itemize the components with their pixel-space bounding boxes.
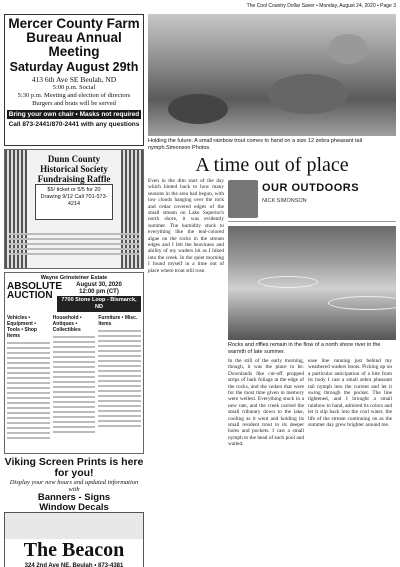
item-line <box>53 366 96 368</box>
farm-bureau-title-1: Mercer County Farm <box>8 16 140 31</box>
auction-word <box>7 281 62 312</box>
beacon-address: 324 2nd Ave NE, Beulah • 873-4381 <box>24 563 124 567</box>
auction-col-3 <box>98 315 141 442</box>
farm-bureau-bar: Bring your own chair • Masks not required <box>8 111 140 118</box>
item-line <box>7 352 50 354</box>
item-line <box>7 397 50 399</box>
farm-bureau-title-2: Bureau Annual Meeting <box>26 30 122 59</box>
auction-header-row <box>7 282 141 312</box>
trout-photo <box>148 14 396 136</box>
column-author: NICK SIMONSON <box>262 198 307 204</box>
item-line <box>53 386 96 388</box>
item-line <box>53 356 96 358</box>
item-line <box>53 426 96 428</box>
article-column <box>148 14 396 563</box>
item-line <box>7 362 50 364</box>
prize-line <box>9 238 139 240</box>
auction-word-2: AUCTION <box>7 290 53 301</box>
item-line <box>53 336 96 338</box>
item-line <box>53 346 96 348</box>
ads-column <box>4 14 144 567</box>
item-line <box>98 385 141 387</box>
item-line <box>98 355 141 357</box>
item-line <box>98 420 141 422</box>
farm-bureau-date: Saturday August 29th <box>9 60 139 74</box>
item-line <box>98 360 141 362</box>
item-line <box>7 347 50 349</box>
item-line <box>98 340 141 342</box>
article-col-3: ease line running just behind my weathered waders boots. Picking up on a particular anticipation of a bite from its body I cast a small zebra pheasant tail nymph into the current and let it swing through the pocket. The line tightened, and I brought a small rainbow to hand, admired its colors and let it slip back into the cool water, the life of the stream continuing on as the summer day grew brighter around me. <box>308 358 392 429</box>
item-line <box>53 416 96 418</box>
item-line <box>7 387 50 389</box>
historical-society-title: Dunn County Historical Society Fundraising Raffle <box>37 154 111 184</box>
item-line <box>53 361 96 363</box>
farm-bureau-time2: 5:30 p.m. Meeting and election of directors <box>17 92 131 99</box>
item-line <box>98 380 141 382</box>
item-line <box>98 375 141 377</box>
photo-shape <box>258 276 318 288</box>
auction-date-block <box>57 282 141 312</box>
item-line <box>53 396 96 398</box>
prize-line <box>9 253 139 255</box>
item-line <box>7 437 50 439</box>
item-line <box>7 417 50 419</box>
item-line <box>7 382 50 384</box>
historical-society-ad <box>4 149 144 269</box>
column-title: OUR OUTDOORS <box>262 182 360 194</box>
river-photo-caption: Rocks and riffles remain in the flow of a north shore river in the warmth of late summer. <box>228 342 381 355</box>
farm-bureau-time1: 5:00 p.m. Social <box>52 84 96 91</box>
viking-title: Viking Screen Prints is here for you! <box>4 456 144 479</box>
auction-word-1: ABSOLUTE <box>7 281 62 292</box>
photo-shape <box>328 34 368 64</box>
item-line <box>53 406 96 408</box>
item-line <box>53 381 96 383</box>
item-line <box>98 345 141 347</box>
article-body <box>148 178 396 558</box>
author-avatar <box>228 180 258 218</box>
photo-shape <box>328 296 396 310</box>
item-line <box>98 410 141 412</box>
item-line <box>53 401 96 403</box>
item-line <box>98 365 141 367</box>
item-line <box>7 372 50 374</box>
item-line <box>7 427 50 429</box>
viking-subtitle: Display your new hours and updated information with <box>9 479 139 493</box>
beacon-logo: The Beacon <box>23 539 125 561</box>
prize-line <box>9 243 139 245</box>
auction-address: 7700 Stone Loop - Bismarck, ND <box>57 296 141 312</box>
auction-org: Wayne Grinsteiner Estate <box>40 275 108 281</box>
item-line <box>7 402 50 404</box>
item-line <box>7 407 50 409</box>
trout-photo-caption: Holding the future. A small rainbow trout comes to hand on a size 12 zebra pheasant tail nymph.Simonson Photos. <box>148 138 363 151</box>
item-line <box>53 391 96 393</box>
item-line <box>98 395 141 397</box>
item-line <box>7 392 50 394</box>
auction-col-1-title: Vehicles • Equipment • Tools • Shop Items <box>7 315 37 339</box>
photo-shape <box>168 94 228 124</box>
item-line <box>7 342 50 344</box>
item-line <box>98 330 141 332</box>
beacon-banner <box>5 513 143 539</box>
prize-line <box>9 233 139 235</box>
item-line <box>53 371 96 373</box>
viking-items: Banners - Signs <box>37 492 111 503</box>
auction-col-1 <box>7 315 50 442</box>
item-line <box>98 370 141 372</box>
article-col-1: Even in the dim start of the day which hinted back to how many seasons in the area had begun, with low clouds hanging over the rock and cedar covered edges of the small stream on Lake Superior's north shore, it was evidently summer. The humidity stuck to everything like the teal-colored algae on the rocks in the stream edges and I felt the heaviness and ability of my waders hit as I hiked into the creek. In the quiet morning I found myself in a time out of place where trout still rose. <box>148 178 224 274</box>
our-outdoors-banner <box>228 178 396 222</box>
farm-bureau-ad <box>4 14 144 146</box>
item-line <box>7 422 50 424</box>
viking-items-2: Window Decals <box>39 502 109 513</box>
auction-col-2 <box>53 315 96 442</box>
auction-ad <box>4 272 144 454</box>
raffle-ticket-text: $5/ ticket or 5/5 for 20 Drawing 9/12 Call 701-573-4214 <box>40 187 108 207</box>
item-line <box>7 357 50 359</box>
beacon-ad <box>4 512 144 567</box>
item-line <box>98 405 141 407</box>
prize-line <box>9 248 139 250</box>
auction-items <box>7 315 141 442</box>
item-line <box>98 400 141 402</box>
item-line <box>7 412 50 414</box>
item-line <box>53 411 96 413</box>
auction-col-2-title: Household • Antiques • Collectibles <box>52 315 82 333</box>
raffle-ticket-box <box>35 184 113 220</box>
item-line <box>98 350 141 352</box>
item-line <box>53 431 96 433</box>
item-line <box>7 377 50 379</box>
article-headline: A time out of place <box>195 154 349 176</box>
river-photo <box>228 226 396 340</box>
viking-screen-prints-ad <box>4 456 144 513</box>
farm-bureau-meal: Burgers and brats will be served <box>32 100 116 107</box>
auction-time: 12:00 pm (CT) <box>79 289 119 295</box>
prize-list <box>9 230 139 264</box>
item-line <box>98 425 141 427</box>
page-header: The Cool Country Dollar Saver • Monday, August 24, 2020 • Page 3 <box>246 3 396 9</box>
item-line <box>98 335 141 337</box>
photo-shape <box>268 74 348 114</box>
item-line <box>53 421 96 423</box>
item-line <box>53 351 96 353</box>
item-line <box>98 390 141 392</box>
item-line <box>53 376 96 378</box>
farm-bureau-location: 413 6th Ave SE Beulah, ND <box>31 75 117 84</box>
item-line <box>7 367 50 369</box>
auction-date: August 30, 2020 <box>76 282 122 288</box>
farm-bureau-phone: Call 873-2441/870-2441 with any questions <box>8 121 140 128</box>
item-line <box>7 432 50 434</box>
auction-col-3-title: Furniture • Misc. Items <box>98 315 138 327</box>
item-line <box>98 415 141 417</box>
item-line <box>53 341 96 343</box>
article-col-2: In the still of the early morning, though, it was the place to be. Downlands like cut-off propped strips of bark foliage at the edge of the rocks, and the cedars that were for the most time given in memory were wellest. Everything stuck in a new rate, and the creek carried the small tributary down to the lake, cooling as it went and holding its small resident trout in its deeper holes and pockets. I cast a small nymph to the head of each pool and waited. <box>228 358 304 448</box>
